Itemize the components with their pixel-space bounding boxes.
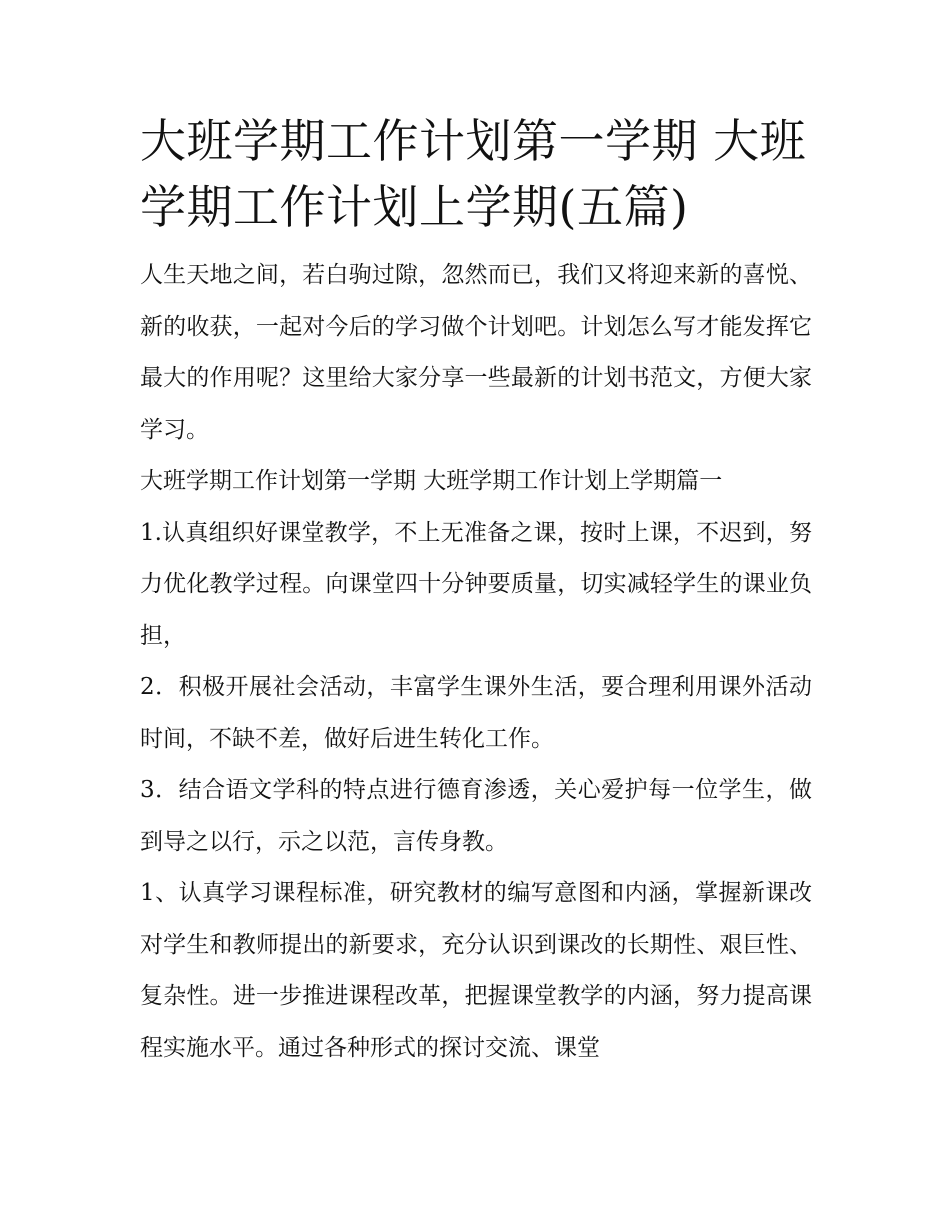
list-item: 2．积极开展社会活动，丰富学生课外生活，要合理利用课外活动时间，不缺不差，做好后进生转化工作。 (140, 674, 812, 752)
section-heading: 大班学期工作计划第一学期 大班学期工作计划上学期篇一 (140, 468, 723, 494)
document-title: 大班学期工作计划第一学期 大班学期工作计划上学期(五篇) (140, 114, 807, 234)
intro-paragraph: 人生天地之间，若白驹过隙，忽然而已，我们又将迎来新的喜悦、新的收获，一起对今后的学习做个计划吧。计划怎么写才能发挥它最大的作用呢？这里给大家分享一些最新的计划书范文，方便大家学习。 (140, 262, 812, 443)
list-item: 3．结合语文学科的特点进行德育渗透，关心爱护每一位学生，做到导之以行，示之以范，言传身教。 (140, 777, 812, 855)
list-item: 1.认真组织好课堂教学，不上无准备之课，按时上课，不迟到，努力优化教学过程。向课堂四十分钟要质量，切实减轻学生的课业负担， (140, 519, 812, 649)
list-item: 1、认真学习课程标准，研究教材的编写意图和内涵，掌握新课改对学生和教师提出的新要求，充分认识到课改的长期性、艰巨性、复杂性。进一步推进课程改革，把握课堂教学的内涵，努力提高课程实施水平。通过各种形式的探讨交流、课堂 (140, 880, 812, 1061)
